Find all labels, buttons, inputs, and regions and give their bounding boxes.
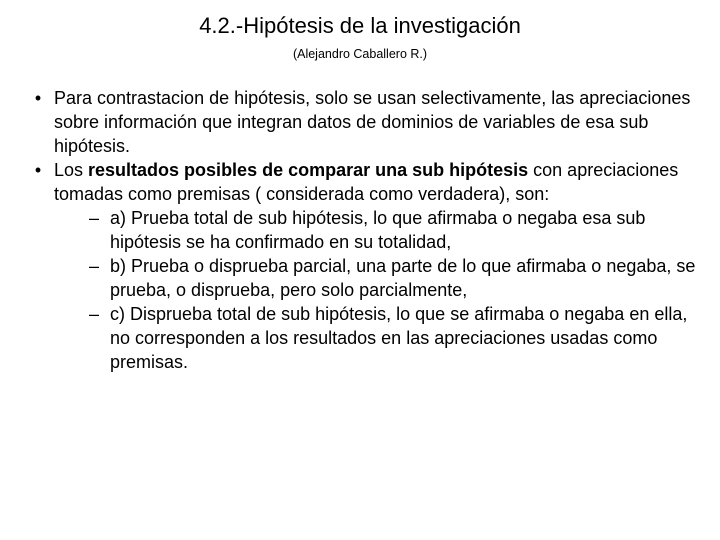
sub-bullet-list [54,206,712,374]
slide-subtitle: (Alejandro Caballero R.) [292,47,428,61]
bullet-list [28,86,712,374]
sub-bullet-text: b) Prueba o disprueba parcial, una parte de lo que afirmaba o negaba, se prueba, o disprueba, pero solo parcialmente, [110,256,696,300]
bullet-text-lead: Los [54,160,89,180]
sub-bullet-item [54,254,712,302]
bullet-item [28,158,712,374]
bullet-item [28,86,712,158]
bullet-text: Para contrastacion de hipótesis, solo se usan selectivamente, las apreciaciones sobre información que integran datos de dominios de variables de esa sub hipótesis. [54,88,691,156]
dash-icon: – [88,208,99,228]
dash-icon: – [88,256,99,276]
slide-title: 4.2.-Hipótesis de la investigación [199,13,521,38]
bullet-text-tail: con apreciaciones tomadas como premisas ( considerada como verdadera), son: [54,160,679,204]
dash-icon: – [88,304,99,324]
bullet-dot-icon: • [34,88,42,108]
sub-bullet-item [54,302,712,374]
bullet-text-emphasis: resultados posibles de comparar una sub hipótesis [88,160,529,180]
bullet-dot-icon: • [34,160,42,180]
sub-bullet-text: a) Prueba total de sub hipótesis, lo que afirmaba o negaba esa sub hipótesis se ha confirmado en su totalidad, [110,208,646,252]
bullet-text [54,160,678,204]
sub-bullet-item [54,206,712,254]
sub-bullet-text: c) Disprueba total de sub hipótesis, lo que se afirmaba o negaba en ella, no corresponden a los resultados en las apreciaciones usadas como premisas. [110,304,688,372]
